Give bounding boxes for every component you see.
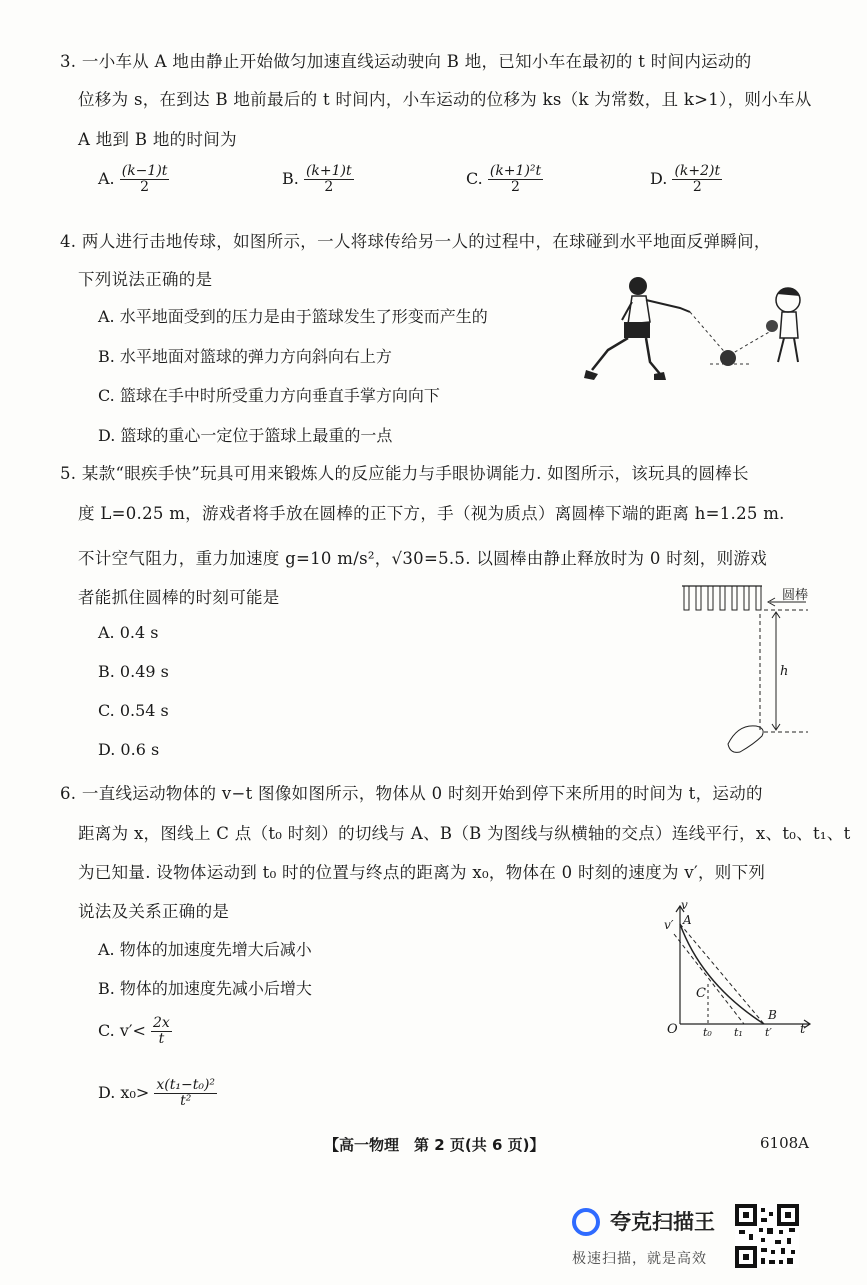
- q4-option-d: D. 篮球的重心一定位于篮球上最重的一点: [98, 426, 393, 445]
- q6-graph-vprime: v′: [664, 918, 674, 932]
- q5-line-1: 5. 某款“眼疾手快”玩具可用来锻炼人的反应能力与手眼协调能力. 如图所示，该玩具的圆棒长: [60, 464, 749, 483]
- q3-option-c: C. $\frac{\text{(k+1)²t}}{2}$: [466, 163, 542, 195]
- q6-graph-a: A: [683, 913, 692, 927]
- q4-option-b: B. 水平地面对篮球的弹力方向斜向右上方: [98, 347, 392, 366]
- q4-line-2: 下列说法正确的是: [78, 270, 213, 289]
- q3-option-a: A. $\frac{(k-1)t}{2}$: [98, 163, 168, 195]
- q6-option-a: A. 物体的加速度先增大后减小: [98, 940, 312, 959]
- q3-line-1: 3. 一小车从 A 地由静止开始做匀加速直线运动驶向 B 地，已知小车在最初的 t 时间内运动的: [60, 52, 752, 71]
- q6-line-2: 距离为 x，图线上 C 点（t₀ 时刻）的切线与 A、B（B 为图线与纵横轴的交点）连线平行，x、t₀、t₁、t: [78, 824, 851, 843]
- q3-option-b: B. $\frac{(k+1)t}{2}$: [282, 163, 352, 195]
- q6-option-d: D. x₀> $\frac{\text{x(t₁−t₀)²}}{\text{t²}}$: [98, 1077, 216, 1109]
- q5-line-2: 度 L=0.25 m，游戏者将手放在圆棒的正下方，手（视为质点）离圆棒下端的距离 h=1.25 m.: [78, 504, 785, 523]
- q3-line-3: A 地到 B 地的时间为: [78, 130, 237, 149]
- q6-graph-v: v: [681, 898, 688, 912]
- q5-line-4: 者能抓住圆棒的时刻可能是: [78, 588, 280, 607]
- q6-graph-tprime: t′: [765, 1026, 772, 1039]
- q6-graph-t: t: [800, 1022, 806, 1037]
- q5-option-c: C. 0.54 s: [98, 701, 169, 720]
- q4-option-c: C. 篮球在手中时所受重力方向垂直手掌方向向下: [98, 386, 440, 405]
- q4-line-1: 4. 两人进行击地传球，如图所示，一人将球传给另一人的过程中，在球碰到水平地面反弹瞬间，: [60, 232, 771, 251]
- q6-graph-c: C: [696, 986, 706, 1001]
- q6-graph-o: O: [667, 1022, 678, 1037]
- q6-option-b: B. 物体的加速度先减小后增大: [98, 979, 312, 998]
- scanner-slogan: 极速扫描，就是高效: [572, 1251, 707, 1267]
- q6-graph-t0: t₀: [703, 1026, 712, 1039]
- quark-logo-icon: [572, 1208, 600, 1236]
- q3-option-d: D. $\frac{(k+2)t}{2}$: [650, 163, 721, 195]
- q5-option-d: D. 0.6 s: [98, 740, 160, 759]
- q6-line-4: 说法及关系正确的是: [78, 902, 230, 921]
- q4-option-a: A. 水平地面受到的压力是由于篮球发生了形变而产生的: [98, 307, 488, 326]
- q6-graph-t1: t₁: [734, 1026, 743, 1039]
- q3-line-2: 位移为 s，在到达 B 地前最后的 t 时间内，小车运动的位移为 ks（k 为常数，且 k>1），则小车从: [78, 90, 812, 109]
- q5-h-label: h: [780, 664, 789, 679]
- q5-option-b: B. 0.49 s: [98, 662, 169, 681]
- q6-line-1: 6. 一直线运动物体的 v−t 图像如图所示，物体从 0 时刻开始到停下来所用的时间为 t，运动的: [60, 784, 763, 803]
- page-footer: 【高一物理 第 2 页(共 6 页)】: [324, 1136, 545, 1154]
- scanner-brand: 夸克扫描王: [610, 1210, 715, 1234]
- qr-code-icon: [735, 1204, 799, 1268]
- q5-line-3: 不计空气阻力，重力加速度 g=10 m/s²，√30=5.5. 以圆棒由静止释放时为 0 时刻，则游戏: [78, 549, 768, 568]
- q6-graph-b: B: [768, 1008, 777, 1022]
- paper-code: 6108A: [760, 1134, 810, 1152]
- q5-rod-figure: [680, 584, 810, 759]
- q5-option-a: A. 0.4 s: [98, 623, 159, 642]
- q6-option-c: C. v′< $\frac{2x}{t}$: [98, 1015, 170, 1047]
- q6-line-3: 为已知量. 设物体运动到 t₀ 时的位置与终点的距离为 x₀，物体在 0 时刻的速度为 v′，则下列: [78, 863, 766, 882]
- q5-rod-label: 圆棒: [782, 588, 809, 603]
- q4-bounce-pass-figure: [580, 270, 820, 390]
